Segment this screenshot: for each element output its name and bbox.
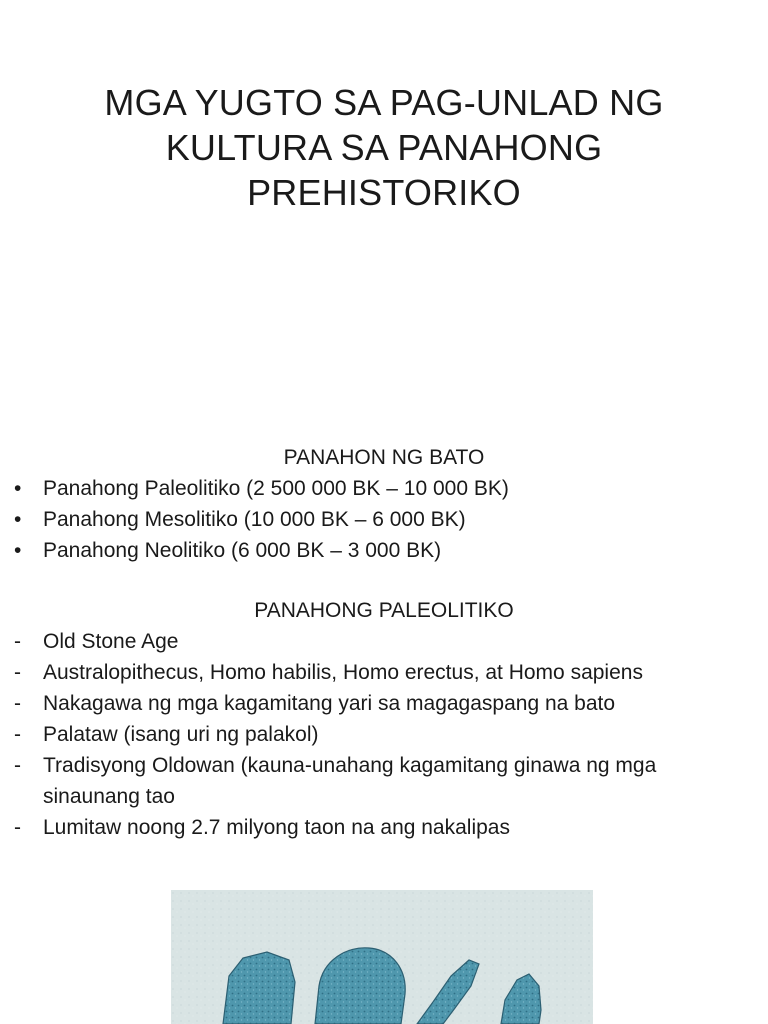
list-item — [0, 688, 743, 719]
list-item — [0, 719, 743, 750]
list-item-text: Panahong Neolitiko (6 000 BK – 3 000 BK) — [43, 539, 442, 562]
title-line-1: MGA YUGTO SA PAG-UNLAD NG — [104, 82, 664, 123]
dash-marker: - — [14, 723, 21, 746]
list-item-text: Old Stone Age — [43, 630, 179, 653]
dash-marker: - — [14, 661, 21, 684]
list-item-text: Tradisyong Oldowan (kauna-unahang kagamitang ginawa ng mga sinaunang tao — [43, 754, 657, 808]
title-line-3: PREHISTORIKO — [247, 172, 521, 213]
list-item — [0, 535, 743, 566]
bullet-marker: • — [14, 508, 22, 531]
stone-tools-illustration — [171, 890, 593, 1024]
dash-marker: - — [14, 816, 21, 839]
stone-tools-image — [171, 890, 593, 1024]
list-item — [0, 473, 743, 504]
dash-marker: - — [14, 754, 21, 777]
list-item — [0, 812, 743, 843]
list-item — [0, 626, 743, 657]
bullet-marker: • — [14, 539, 22, 562]
list-item-text: Palataw (isang uri ng palakol) — [43, 723, 319, 746]
dash-list-panahong-paleolitiko — [0, 626, 743, 843]
dash-marker: - — [14, 630, 21, 653]
list-item-text: Australopithecus, Homo habilis, Homo erectus, at Homo sapiens — [43, 661, 643, 684]
section-heading-panahong-paleolitiko: PANAHONG PALEOLITIKO — [254, 599, 514, 622]
list-item — [0, 504, 743, 535]
section-heading-panahon-ng-bato: PANAHON NG BATO — [283, 446, 485, 469]
list-item — [0, 657, 743, 688]
title-line-2: KULTURA SA PANAHONG — [165, 127, 603, 168]
list-item-text: Nakagawa ng mga kagamitang yari sa magagaspang na bato — [43, 692, 616, 715]
list-item — [0, 750, 743, 812]
list-item-text: Panahong Paleolitiko (2 500 000 BK – 10 000 BK) — [43, 477, 509, 500]
slide-title — [60, 80, 708, 215]
dash-marker: - — [14, 692, 21, 715]
list-item-text: Lumitaw noong 2.7 milyong taon na ang nakalipas — [43, 816, 510, 839]
bullet-marker: • — [14, 477, 22, 500]
bullet-list-panahon-ng-bato — [0, 473, 743, 566]
list-item-text: Panahong Mesolitiko (10 000 BK – 6 000 BK) — [43, 508, 466, 531]
